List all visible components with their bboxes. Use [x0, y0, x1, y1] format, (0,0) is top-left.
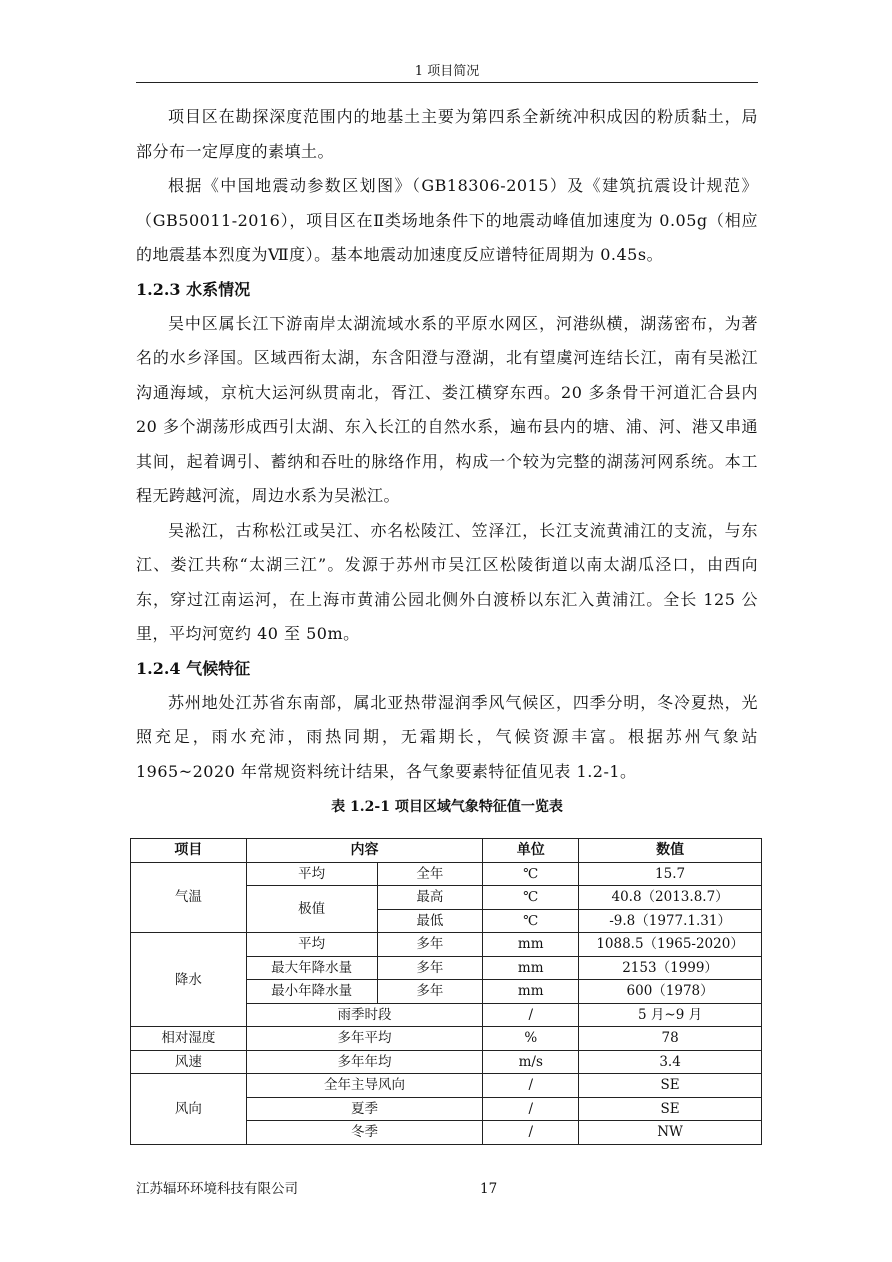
table-row [131, 1027, 762, 1051]
paragraph-water-1: 吴中区属长江下游南岸太湖流域水系的平原水网区，河港纵横，湖荡密布，为著名的水乡泽国。区域西衔太湖，东含阳澄与澄湖，北有望虞河连结长江，南有吴淞江沟通海域，京杭大运河纵贯南北，胥江、娄江横穿东西。20 多条骨干河道汇合县内 20 多个湖荡形成西引太湖、东入长江的自然水系，遍布县内的塘、浦、河、港又串通其间，起着调引、蓄纳和吞吐的脉络作用，构成一个较为完整的湖荡河网系统。本工程无跨越河流，周边水系为吴淞江。 [136, 313, 758, 505]
row-label-humidity: 相对湿度 [131, 1027, 247, 1051]
cell-value: 2153（1999） [579, 956, 762, 980]
main-content [136, 100, 758, 821]
table-row [131, 1050, 762, 1074]
cell-unit: ℃ [483, 909, 579, 933]
cell-unit: % [483, 1027, 579, 1051]
paragraph-soil: 项目区在勘探深度范围内的地基土主要为第四系全新统冲积成因的粉质黏土，局部分布一定厚度的素填土。 [136, 107, 758, 161]
header-content: 内容 [246, 839, 483, 863]
section-heading-climate: 1.2.4 气候特征 [136, 658, 251, 678]
cell: 平均 [246, 862, 377, 886]
paragraph-climate-1: 苏州地处江苏省东南部，属北亚热带湿润季风气候区，四季分明，冬冷夏热，光照充足，雨水充沛，雨热同期，无霜期长，气候资源丰富。根据苏州气象站 1965~2020 年常规资料统计结果，各气象要素特征值见表 1.2-1。 [136, 692, 758, 781]
cell: 多年 [377, 933, 483, 957]
table-row [131, 862, 762, 886]
paragraph-seismic: 根据《中国地震动参数区划图》（GB18306-2015）及《建筑抗震设计规范》（GB50011-2016），项目区在Ⅱ类场地条件下的地震动峰值加速度为 0.05g（相应的地震基本烈度为Ⅶ度）。基本地震动加速度反应谱特征周期为 0.45s。 [136, 176, 758, 264]
cell-unit: mm [483, 980, 579, 1004]
header-item: 项目 [131, 839, 247, 863]
cell-value: 1088.5（1965-2020） [579, 933, 762, 957]
cell: 最高 [377, 886, 483, 910]
cell-unit: mm [483, 956, 579, 980]
cell: 多年平均 [246, 1027, 483, 1051]
cell-unit: / [483, 1074, 579, 1098]
cell-unit: mm [483, 933, 579, 957]
section-heading-water: 1.2.3 水系情况 [136, 279, 251, 299]
header-unit: 单位 [483, 839, 579, 863]
table-caption: 表 1.2-1 项目区域气象特征值一览表 [331, 799, 563, 815]
cell: 多年 [377, 956, 483, 980]
row-label-wind-speed: 风速 [131, 1050, 247, 1074]
cell-unit: ℃ [483, 862, 579, 886]
header-value: 数值 [579, 839, 762, 863]
page-number: 17 [480, 1181, 498, 1197]
cell: 最小年降水量 [246, 980, 377, 1004]
cell: 多年 [377, 980, 483, 1004]
table-row [131, 933, 762, 957]
cell-value: SE [579, 1097, 762, 1121]
cell-value: 3.4 [579, 1050, 762, 1074]
row-label-temp: 气温 [131, 862, 247, 933]
cell-unit: m/s [483, 1050, 579, 1074]
cell: 全年主导风向 [246, 1074, 483, 1098]
cell: 夏季 [246, 1097, 483, 1121]
cell: 冬季 [246, 1121, 483, 1145]
cell: 极值 [246, 886, 377, 933]
cell-value: 15.7 [579, 862, 762, 886]
header-title: 1 项目简况 [414, 64, 480, 79]
cell: 最大年降水量 [246, 956, 377, 980]
row-label-wind-dir: 风向 [131, 1074, 247, 1145]
cell-value: 600（1978） [579, 980, 762, 1004]
cell: 最低 [377, 909, 483, 933]
cell: 平均 [246, 933, 377, 957]
cell-unit: ℃ [483, 886, 579, 910]
cell: 全年 [377, 862, 483, 886]
cell-value: 5 月~9 月 [579, 1003, 762, 1027]
cell: 多年年均 [246, 1050, 483, 1074]
page-header [136, 62, 758, 83]
cell-unit: / [483, 1121, 579, 1145]
cell: 雨季时段 [246, 1003, 483, 1027]
cell-unit: / [483, 1003, 579, 1027]
row-label-rain: 降水 [131, 933, 247, 1027]
climate-table [130, 838, 762, 1145]
cell-value: NW [579, 1121, 762, 1145]
paragraph-water-2: 吴淞江，古称松江或吴江、亦名松陵江、笠泽江，长江支流黄浦江的支流，与东江、娄江共称“太湖三江”。发源于苏州市吴江区松陵街道以南太湖瓜泾口，由西向东，穿过江南运河，在上海市黄浦公园北侧外白渡桥以东汇入黄浦江。全长 125 公里，平均河宽约 40 至 50m。 [136, 520, 758, 643]
footer-company: 江苏辐环环境科技有限公司 [136, 1181, 298, 1197]
cell-value: 78 [579, 1027, 762, 1051]
cell-value: -9.8（1977.1.31） [579, 909, 762, 933]
cell-unit: / [483, 1097, 579, 1121]
cell-value: 40.8（2013.8.7） [579, 886, 762, 910]
table-header-row [131, 839, 762, 863]
cell-value: SE [579, 1074, 762, 1098]
table-row [131, 1074, 762, 1098]
